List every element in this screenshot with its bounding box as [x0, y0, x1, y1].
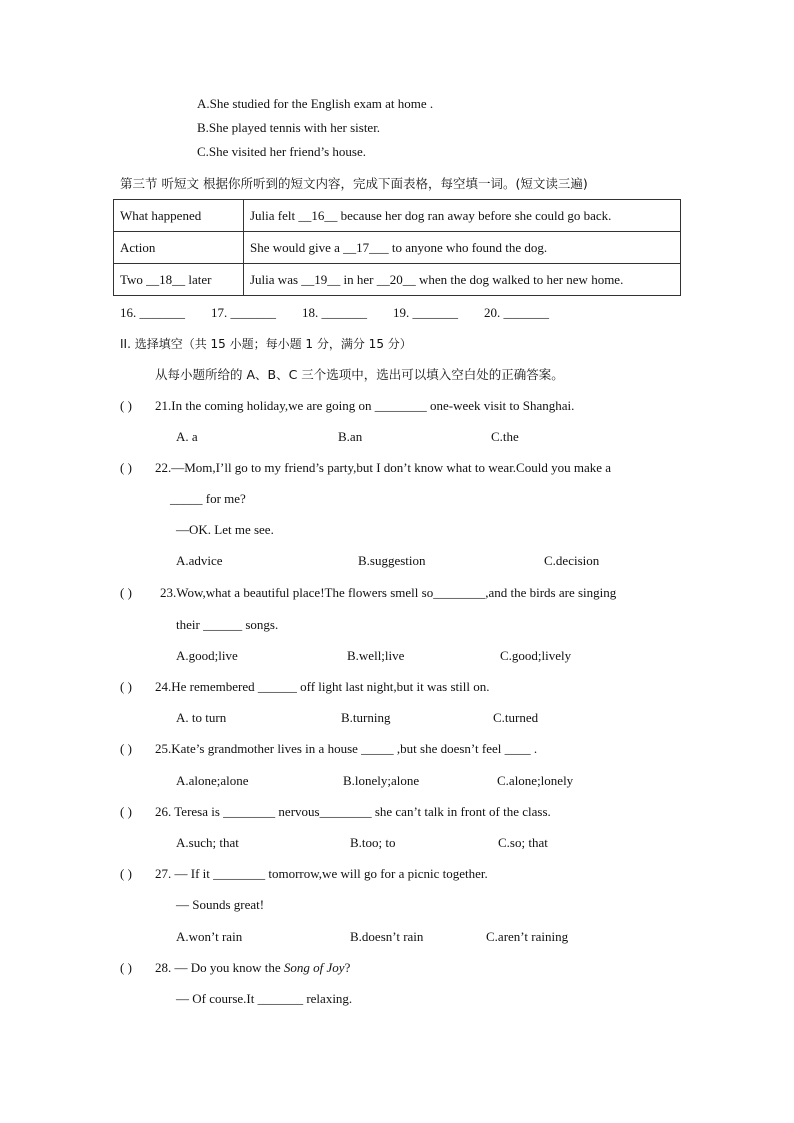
table-label: What happened: [114, 200, 244, 232]
answer-paren-26[interactable]: ( ): [120, 804, 132, 819]
q22-option-c: C.decision: [544, 553, 600, 568]
answer-paren-28[interactable]: ( ): [120, 960, 132, 975]
text-segment: when the dog walked to her new home.: [415, 271, 624, 287]
answer-blank-17[interactable]: 17. _______: [211, 305, 276, 320]
q21-option-b: B.an: [338, 429, 363, 444]
text-segment: to anyone who found the dog.: [388, 239, 548, 255]
q27-option-b: B.doesn’t rain: [350, 929, 424, 944]
q23-option-c: C.good;lively: [500, 648, 572, 663]
answer-paren-22[interactable]: ( ): [120, 460, 132, 475]
question-26-stem: 26. Teresa is ________ nervous________ she can’t talk in front of the class.: [155, 804, 551, 819]
q27-option-c: C.aren’t raining: [486, 929, 569, 944]
q24-option-c: C.turned: [493, 710, 539, 725]
q24-option-a: A. to turn: [176, 710, 227, 725]
blank-20: __20__: [376, 271, 416, 287]
answer-paren-21[interactable]: ( ): [120, 398, 132, 413]
answer-paren-25[interactable]: ( ): [120, 741, 132, 756]
question-27-stem: 27. — If it ________ tomorrow,we will go for a picnic together.: [155, 866, 488, 881]
part2-title: II. 选择填空（共 15 小题；每小题 1 分，满分 15 分）: [120, 337, 412, 351]
text-segment: Julia was: [250, 271, 302, 287]
question-27-stem-2: — Sounds great!: [176, 897, 265, 912]
q23-option-a: A.good;live: [176, 648, 238, 663]
question-28-stem-2: — Of course.It _______ relaxing.: [176, 991, 353, 1006]
question-23-stem-2: their ______ songs.: [176, 617, 279, 632]
q21-option-c: C.the: [491, 429, 519, 444]
table-row: [114, 264, 681, 296]
text-segment: She would give a: [250, 239, 344, 255]
q26-option-c: C.so; that: [498, 835, 548, 850]
text-segment: ?: [344, 960, 351, 975]
table-row: [114, 232, 681, 264]
table-content: [244, 264, 681, 296]
prev-option-b: B.She played tennis with her sister.: [197, 120, 381, 135]
text-segment: Julia felt: [250, 207, 299, 223]
q27-option-a: A.won’t rain: [176, 929, 243, 944]
table-content: [244, 232, 681, 264]
blank-17: __17___: [343, 239, 389, 255]
question-22-stem-2: _____ for me?: [170, 491, 246, 506]
answer-blank-16[interactable]: 16. _______: [120, 305, 185, 320]
q26-option-a: A.such; that: [176, 835, 239, 850]
blank-16: __16__: [298, 207, 338, 223]
prev-option-c: C.She visited her friend’s house.: [197, 144, 366, 159]
question-21-stem: 21.In the coming holiday,we are going on ________ one-week visit to Shanghai.: [155, 398, 575, 413]
question-22-stem: 22.—Mom,I’ll go to my friend’s party,but I don’t know what to wear.Could you make a: [155, 460, 612, 475]
table-content: [244, 200, 681, 232]
table-label: [114, 264, 244, 296]
prev-option-a: A.She studied for the English exam at home .: [197, 96, 434, 111]
question-23-stem: 23.Wow,what a beautiful place!The flowers smell so________,and the birds are singing: [160, 585, 617, 600]
blank-19: __19__: [301, 271, 341, 287]
song-title: Song of Joy: [283, 960, 345, 975]
question-22-stem-3: —OK. Let me see.: [176, 522, 274, 537]
q21-option-a: A. a: [176, 429, 198, 444]
text-segment: 28. — Do you know the: [155, 960, 284, 975]
question-28-stem: [155, 960, 350, 976]
answer-paren-24[interactable]: ( ): [120, 679, 132, 694]
answer-paren-23[interactable]: ( ): [120, 585, 132, 600]
q25-option-c: C.alone;lonely: [497, 773, 574, 788]
table-label: Action: [114, 232, 244, 264]
q25-option-a: A.alone;alone: [176, 773, 249, 788]
q26-option-b: B.too; to: [350, 835, 396, 850]
answer-blank-18[interactable]: 18. _______: [302, 305, 367, 320]
question-25-stem: 25.Kate’s grandmother lives in a house _____ ,but she doesn’t feel ____ .: [155, 741, 538, 756]
question-24-stem: 24.He remembered ______ off light last night,but it was still on.: [155, 679, 490, 694]
text-segment: Two: [120, 271, 147, 287]
answer-blank-20[interactable]: 20. _______: [484, 305, 549, 320]
table-row: [114, 200, 681, 232]
q23-option-b: B.well;live: [347, 648, 405, 663]
text-segment: because her dog ran away before she could go back.: [337, 207, 612, 223]
q22-option-b: B.suggestion: [358, 553, 426, 568]
listening-table: [113, 199, 681, 296]
q24-option-b: B.turning: [341, 710, 391, 725]
answer-blank-19[interactable]: 19. _______: [393, 305, 458, 320]
section3-title: 第三节 听短文 根据你所听到的短文内容，完成下面表格，每空填一词。(短文读三遍): [120, 176, 588, 191]
q25-option-b: B.lonely;alone: [343, 773, 420, 788]
part2-instruction: 从每小题所给的 A、B、C 三个选项中，选出可以填入空白处的正确答案。: [155, 367, 564, 382]
text-segment: in her: [340, 271, 377, 287]
q22-option-a: A.advice: [176, 553, 223, 568]
blank-18: __18__: [146, 271, 186, 287]
answer-paren-27[interactable]: ( ): [120, 866, 132, 881]
text-segment: later: [185, 271, 212, 287]
